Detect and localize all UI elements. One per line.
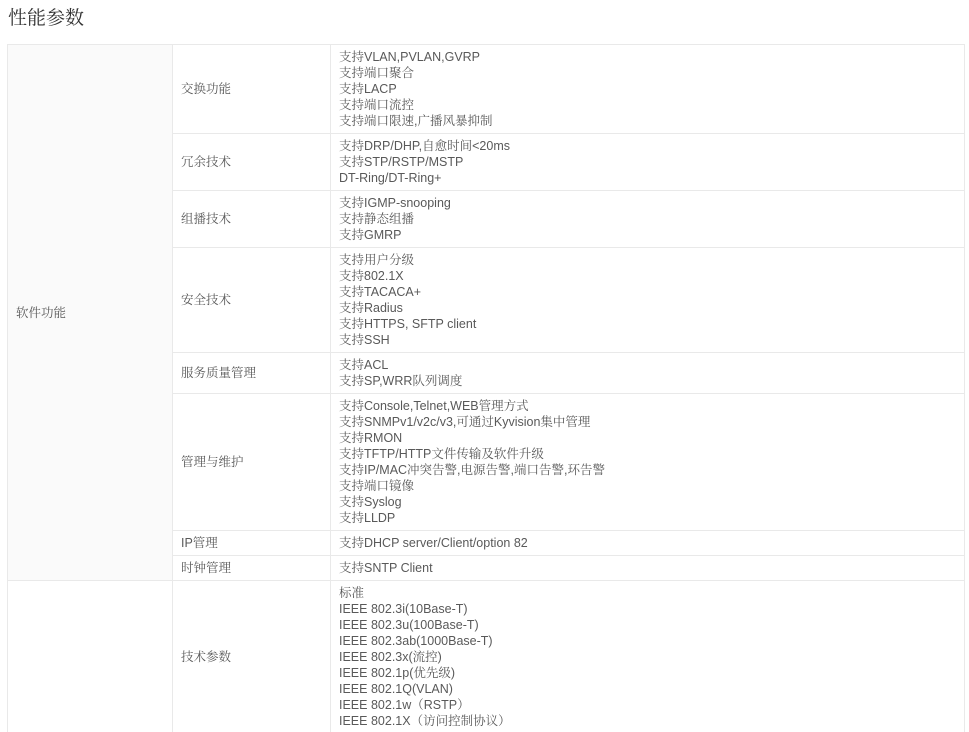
group-label-cell — [8, 581, 173, 732]
param-values-cell — [331, 45, 965, 134]
value-line: IEEE 802.1w（RSTP） — [339, 698, 470, 712]
param-values-cell — [331, 248, 965, 353]
param-label-cell: 交换功能 — [173, 45, 331, 134]
param-values-cell — [331, 134, 965, 191]
value-line: 支持LACP — [339, 82, 397, 96]
value-line: 支持HTTPS, SFTP client — [339, 317, 477, 331]
value-line: 支持DRP/DHP,自愈时间<20ms — [339, 139, 510, 153]
value-line: IEEE 802.3x(流控) — [339, 650, 442, 664]
value-line: 支持SP,WRR队列调度 — [339, 374, 463, 388]
value-line: 支持用户分级 — [339, 253, 415, 267]
param-label-cell: 组播技术 — [173, 191, 331, 248]
value-line: 支持GMRP — [339, 228, 402, 242]
param-values-cell — [331, 394, 965, 531]
value-line: 支持STP/RSTP/MSTP — [339, 155, 464, 169]
param-label-cell: 技术参数 — [173, 581, 331, 732]
param-values-cell — [331, 191, 965, 248]
spec-table — [7, 44, 965, 732]
page-title: 性能参数 — [8, 8, 85, 29]
value-line: 支持IGMP-snooping — [339, 196, 451, 210]
param-label-cell: 安全技术 — [173, 248, 331, 353]
value-line: 支持端口镜像 — [339, 479, 415, 493]
spec-table-body — [8, 45, 965, 732]
value-line: 支持RMON — [339, 431, 403, 445]
table-row — [8, 45, 965, 134]
value-line: 支持SNTP Client — [339, 561, 433, 575]
value-line: IEEE 802.1Q(VLAN) — [339, 682, 453, 696]
value-line: 标准 — [339, 586, 365, 600]
value-line: IEEE 802.1p(优先级) — [339, 666, 456, 680]
value-line: 支持TFTP/HTTP文件传输及软件升级 — [339, 447, 544, 461]
value-line: IEEE 802.3i(10Base-T) — [339, 602, 468, 616]
param-label-cell: 时钟管理 — [173, 556, 331, 581]
value-line: 支持Syslog — [339, 495, 402, 509]
value-line: 支持TACACA+ — [339, 285, 422, 299]
value-line: 支持SNMPv1/v2c/v3,可通过Kyvision集中管理 — [339, 415, 591, 429]
value-line: 支持端口聚合 — [339, 66, 415, 80]
value-line: 支持端口流控 — [339, 98, 415, 112]
value-line: IEEE 802.1X（访问控制协议） — [339, 714, 511, 728]
param-label-cell: 管理与维护 — [173, 394, 331, 531]
value-line: IEEE 802.3u(100Base-T) — [339, 618, 479, 632]
param-label-cell: 冗余技术 — [173, 134, 331, 191]
value-line: 支持Radius — [339, 301, 403, 315]
param-label-cell: IP管理 — [173, 531, 331, 556]
param-values-cell — [331, 353, 965, 394]
param-values-cell — [331, 581, 965, 732]
param-values-cell — [331, 531, 965, 556]
value-line: 支持DHCP server/Client/option 82 — [339, 536, 528, 550]
value-line: 支持端口限速,广播风暴抑制 — [339, 114, 493, 128]
value-line: DT-Ring/DT-Ring+ — [339, 171, 442, 185]
value-line: 支持Console,Telnet,WEB管理方式 — [339, 399, 529, 413]
group-label-cell: 软件功能 — [8, 45, 173, 581]
value-line: 支持LLDP — [339, 511, 396, 525]
table-row — [8, 581, 965, 732]
param-values-cell — [331, 556, 965, 581]
value-line: 支持IP/MAC冲突告警,电源告警,端口告警,环告警 — [339, 463, 605, 477]
value-line: IEEE 802.3ab(1000Base-T) — [339, 634, 493, 648]
value-line: 支持VLAN,PVLAN,GVRP — [339, 50, 481, 64]
value-line: 支持静态组播 — [339, 212, 415, 226]
value-line: 支持802.1X — [339, 269, 404, 283]
param-label-cell: 服务质量管理 — [173, 353, 331, 394]
value-line: 支持SSH — [339, 333, 390, 347]
value-line: 支持ACL — [339, 358, 389, 372]
